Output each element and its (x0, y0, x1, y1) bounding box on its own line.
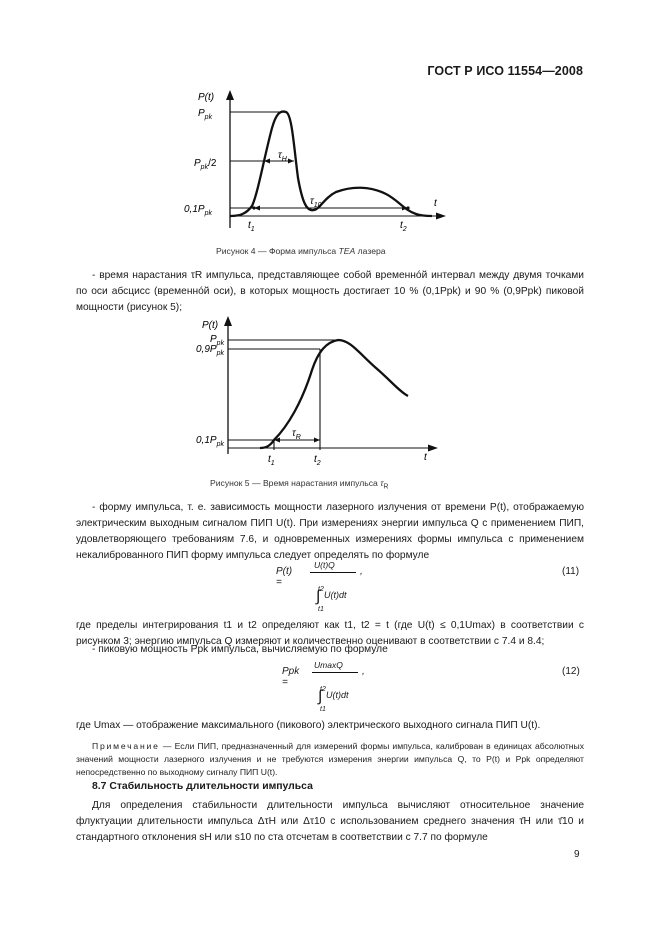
fig4-tenth-label: $0,1P_{pk}$ (184, 204, 212, 217)
figure-4-caption: Рисунок 4 — Форма импульса TEA лазера (216, 246, 386, 256)
fig5-axis-y-label: P(t) (202, 320, 219, 331)
fig5-t1-label: $t_1$ (268, 454, 275, 467)
fig4-tau10-label: $\tau_{10}$ (310, 196, 322, 209)
fig4-half-label: $P_{pk}/2$ (194, 158, 217, 171)
figure-4-tea-pulse-shape (180, 88, 450, 238)
paragraph-rise-time: - время нарастания τR импульса, представляющее собой временнóй интервал между двумя точками по оси абсцисс (временнóй оси), в которых мощность достигает 10 % (0,1Ppk) и 90 % (0,9Ppk) пиковой мощности (рисунок 5); (76, 270, 584, 313)
fig5-x-arrow (428, 445, 438, 452)
paragraph-peak-power: - пиковую мощность Ppk импульса, вычисляемую по формуле (92, 644, 388, 655)
note-block (76, 740, 584, 779)
fig4-pulse-curve (230, 112, 432, 216)
fig5-ppk-label: $P_{pk}$ (210, 334, 225, 347)
fig5-09-label: $0,9P_{pk}$ (196, 344, 224, 357)
fig4-ppk-label: $P_{pk}$ (198, 108, 213, 121)
page-number: 9 (574, 849, 580, 860)
document-header: ГОСТ Р ИСО 11554—2008 (427, 64, 583, 78)
fig5-y-arrow (224, 316, 232, 326)
fig4-t1-label: $t_1$ (248, 220, 255, 233)
fig5-taur-label: $\tau_R$ (292, 428, 301, 441)
paragraph-pulse-shape: - форму импульса, т. е. зависимость мощности лазерного излучения от времени P(t), отображаемую электрическим выходным сигналом ПИП U(t). При измерениях энергии импульса Q с применением ПИП, удовлетворяющего требованиям 7.6, и одновременных измерениях формы импульса с применением некалиброванного ПИП форму импульса следует определять по формуле (76, 502, 584, 561)
fig4-axis-x-label: t (434, 198, 437, 209)
fig4-t2-label: $t_2$ (400, 220, 407, 233)
fig5-axis-x-label: t (424, 452, 427, 463)
fig5-01-label: $0,1P_{pk}$ (196, 435, 224, 448)
fig4-x-arrow (436, 213, 446, 220)
fig4-axis-y-label: P(t) (198, 92, 215, 103)
formula-12-number: (12) (562, 666, 580, 677)
fig5-t2-label: $t_2$ (314, 454, 321, 467)
paragraph-umax-definition: где Umax — отображение максимального (пикового) электрического выходного сигнала ПИП U(t). (76, 720, 541, 731)
figure-5-caption: Рисунок 5 — Время нарастания импульса $\tau_R$ (210, 478, 389, 491)
note-label: Примечание (92, 741, 160, 751)
formula-11-number: (11) (562, 566, 580, 577)
fig4-tauh-label: $\tau_H$ (278, 150, 287, 163)
paragraph-limits: где пределы интегрирования t1 и t2 определяют как t1, t2 = t (где U(t) ≤ 0,1Umax) в соответствии с рисунком 3; энергию импульса Q измеряют и количественно оценивают в соответствии с 7.4 и 8.4; (76, 620, 584, 647)
note-body: — Если ПИП, предназначенный для измерений формы импульса, калиброван в единицах абсолютных значений мощности лазерного излучения и не требуются измерения энергии импульса Q, то P(t) и Ppk определяют непосредственно по выходному сигналу ПИП U(t). (76, 741, 584, 777)
fig5-pulse-curve (260, 340, 408, 448)
figure-5-rise-time (188, 312, 448, 470)
section-8-7-title: 8.7 Стабильность длительности импульса (92, 781, 313, 792)
section-8-7-body: Для определения стабильности длительности импульса вычисляют относительное значение флуктуации длительности импульса ΔτH или Δτ10 с использованием среднего значения τ̄H или τ̄10 и стандартного отклонения sH или s10 по ста отсчетам в соответствии с 7.7 по формуле (76, 800, 584, 843)
fig4-y-arrow (226, 90, 234, 100)
